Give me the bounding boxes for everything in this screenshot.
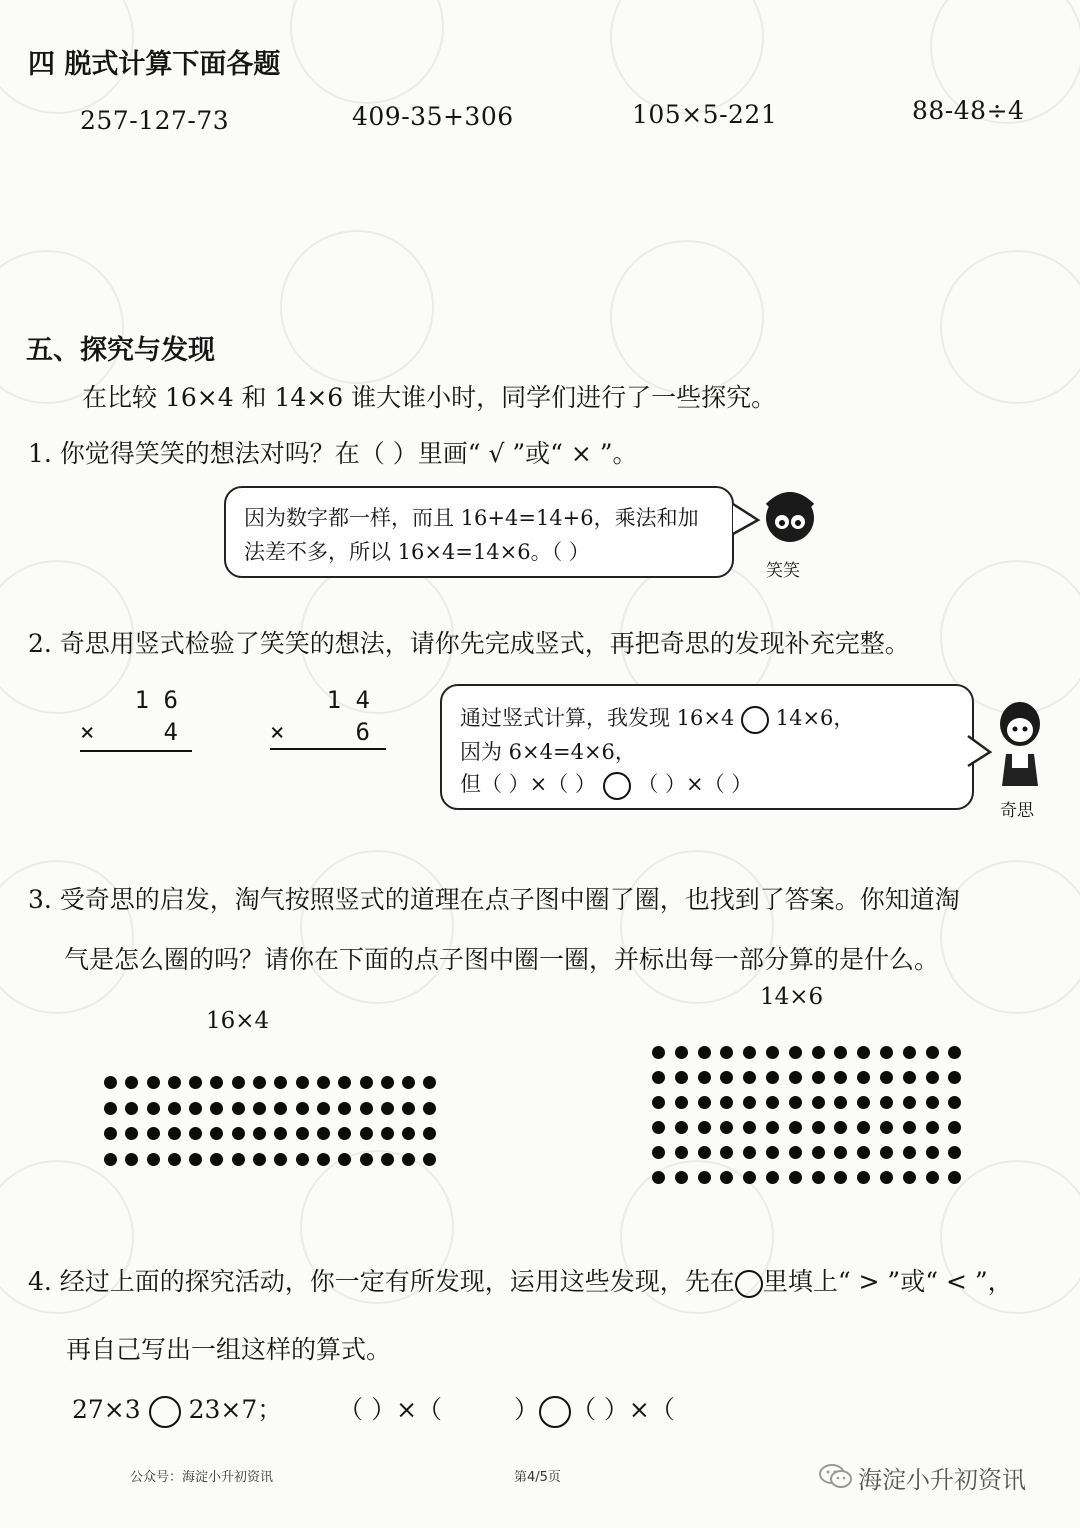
vertical1-bottom: 4 (163, 718, 178, 746)
dot (253, 1127, 266, 1140)
q1-bubble-line2: 法差不多，所以 16×4=14×6。（ ） (244, 540, 590, 564)
dot (834, 1121, 847, 1134)
dot (926, 1146, 939, 1159)
q1-speech-bubble (224, 486, 734, 578)
dot (880, 1121, 893, 1134)
dot (125, 1153, 138, 1166)
dot (232, 1076, 245, 1089)
dot (402, 1127, 415, 1140)
dot (903, 1046, 916, 1059)
vertical1-rule (80, 750, 192, 752)
q2-bubble-line1 (460, 702, 854, 734)
xiaoxiao-label: 笑笑 (766, 561, 800, 581)
q3-line1: 3. 受奇思的启发，淘气按照竖式的道理在点子图中圈了圈，也找到了答案。你知道淘 (28, 885, 960, 914)
dot (834, 1146, 847, 1159)
q2-bubble-line2: 因为 6×4=4×6， (460, 740, 636, 764)
dot (675, 1071, 688, 1084)
dot (948, 1071, 961, 1084)
dot (338, 1153, 351, 1166)
q4-blank-b[interactable]: ） (513, 1395, 539, 1424)
dot (766, 1121, 779, 1134)
vertical2-op: × (270, 718, 285, 746)
dot (812, 1096, 825, 1109)
footer-account: 公众号：海淀小升初资讯 (130, 1470, 274, 1485)
dot (210, 1102, 223, 1115)
dot (104, 1153, 117, 1166)
dot (360, 1153, 373, 1166)
dot (857, 1121, 870, 1134)
dot (948, 1121, 961, 1134)
q4-blank-a[interactable]: （ ）×（ (338, 1395, 443, 1424)
dot (766, 1071, 779, 1084)
dot (698, 1171, 711, 1184)
dot (423, 1102, 436, 1115)
q4-line1-a: 4. 经过上面的探究活动，你一定有所发现，运用这些发现，先在 (28, 1267, 735, 1296)
dot (789, 1046, 802, 1059)
dot (926, 1171, 939, 1184)
dot (720, 1046, 733, 1059)
dot (338, 1127, 351, 1140)
dot (743, 1121, 756, 1134)
dot (274, 1153, 287, 1166)
dot (880, 1071, 893, 1084)
q4-line1 (28, 1262, 1013, 1298)
compare-circle-2[interactable] (603, 772, 631, 800)
dot (743, 1071, 756, 1084)
q2-line1-a: 通过竖式计算，我发现 16×4 (460, 706, 735, 730)
dot (743, 1146, 756, 1159)
dot (147, 1102, 160, 1115)
dot (812, 1046, 825, 1059)
dot (720, 1121, 733, 1134)
qisi-avatar-icon (992, 698, 1048, 790)
dot (147, 1127, 160, 1140)
dot (903, 1121, 916, 1134)
q2-speech-bubble (440, 684, 974, 810)
dot (168, 1102, 181, 1115)
dot (903, 1071, 916, 1084)
dot (766, 1096, 779, 1109)
dot (698, 1071, 711, 1084)
dot (720, 1071, 733, 1084)
dot (834, 1046, 847, 1059)
dot (812, 1121, 825, 1134)
dot (360, 1102, 373, 1115)
dot (317, 1076, 330, 1089)
dot (189, 1076, 202, 1089)
dot (766, 1171, 779, 1184)
vertical2-bottom: 6 (355, 718, 370, 746)
q4-expr-left: 27×3 (72, 1395, 141, 1424)
dot (857, 1096, 870, 1109)
dot (834, 1171, 847, 1184)
dot (789, 1096, 802, 1109)
dot (381, 1153, 394, 1166)
q2-line1-b: 14×6， (775, 706, 855, 730)
dot (812, 1146, 825, 1159)
dot (360, 1076, 373, 1089)
dot (652, 1071, 665, 1084)
dot (789, 1146, 802, 1159)
dot (720, 1146, 733, 1159)
problem-2: 409-35+306 (352, 102, 514, 131)
dot (812, 1071, 825, 1084)
dot (296, 1127, 309, 1140)
dot (168, 1153, 181, 1166)
dot (720, 1171, 733, 1184)
dot (189, 1102, 202, 1115)
dot (926, 1096, 939, 1109)
dot (253, 1102, 266, 1115)
grid1-label: 16×4 (206, 1008, 270, 1034)
problem-4: 88-48÷4 (912, 96, 1025, 125)
dot-grid-16x4[interactable] (104, 1076, 436, 1166)
dot (232, 1102, 245, 1115)
dot (360, 1127, 373, 1140)
dot (168, 1127, 181, 1140)
dot (125, 1127, 138, 1140)
dot (698, 1046, 711, 1059)
dot (125, 1076, 138, 1089)
qisi-label: 奇思 (1000, 801, 1034, 821)
dot (834, 1096, 847, 1109)
dot (743, 1046, 756, 1059)
dot (652, 1121, 665, 1134)
dot (253, 1153, 266, 1166)
dot (381, 1076, 394, 1089)
q4-expression-row (72, 1390, 675, 1428)
dot (789, 1121, 802, 1134)
vertical2-top: 1 4 (326, 686, 370, 714)
dot (834, 1071, 847, 1084)
dot (948, 1171, 961, 1184)
dot (857, 1071, 870, 1084)
dot (743, 1171, 756, 1184)
dot (903, 1171, 916, 1184)
dot-grid-14x6[interactable] (652, 1046, 961, 1184)
dot (253, 1076, 266, 1089)
q2-text: 2. 奇思用竖式检验了笑笑的想法，请你先完成竖式，再把奇思的发现补充完整。 (28, 629, 910, 658)
dot (857, 1171, 870, 1184)
dot (274, 1127, 287, 1140)
dot (698, 1146, 711, 1159)
q1-text: 1. 你觉得笑笑的想法对吗？在（ ）里画“ √ ”或“ × ”。 (28, 439, 638, 468)
vertical-calc-2 (270, 686, 386, 756)
q3-line2: 气是怎么圈的吗？请你在下面的点子图中圈一圈，并标出每一部分算的是什么。 (64, 945, 940, 974)
dot (789, 1171, 802, 1184)
dot (926, 1046, 939, 1059)
dot (104, 1076, 117, 1089)
dot (210, 1127, 223, 1140)
dot (147, 1153, 160, 1166)
section4-title: 四 脱式计算下面各题 (28, 49, 281, 80)
q4-circle-hint-icon (735, 1270, 763, 1298)
dot (926, 1071, 939, 1084)
dot (317, 1153, 330, 1166)
dot (274, 1076, 287, 1089)
dot (903, 1096, 916, 1109)
footer-page-number: 第4/5页 (514, 1470, 561, 1485)
dot (338, 1102, 351, 1115)
dot (296, 1076, 309, 1089)
dot (296, 1102, 309, 1115)
vertical2-rule (270, 748, 386, 750)
q4-compare-circle-1[interactable] (149, 1396, 181, 1428)
dot (210, 1076, 223, 1089)
dot (317, 1102, 330, 1115)
vertical-calc-1 (80, 686, 192, 756)
dot (423, 1127, 436, 1140)
q4-blank-c[interactable]: （ ）×（ (570, 1395, 675, 1424)
dot (698, 1096, 711, 1109)
dot (402, 1153, 415, 1166)
dot (766, 1046, 779, 1059)
dot (948, 1096, 961, 1109)
dot (317, 1127, 330, 1140)
dot (948, 1146, 961, 1159)
dot (948, 1046, 961, 1059)
section5-title: 五、探究与发现 (26, 335, 215, 366)
dot (675, 1171, 688, 1184)
compare-circle-1[interactable] (741, 706, 769, 734)
dot (423, 1153, 436, 1166)
problem-3: 105×5-221 (632, 100, 778, 129)
q4-line1-b: 里填上“ > ”或“ < ”， (762, 1267, 1013, 1296)
q2-bubble-line3 (460, 768, 752, 800)
dot (857, 1146, 870, 1159)
dot (880, 1046, 893, 1059)
dot (189, 1153, 202, 1166)
dot (766, 1146, 779, 1159)
grid2-label: 14×6 (760, 984, 824, 1010)
dot (652, 1096, 665, 1109)
xiaoxiao-avatar-icon (758, 488, 822, 552)
dot (698, 1121, 711, 1134)
dot (926, 1121, 939, 1134)
dot (675, 1146, 688, 1159)
dot (903, 1146, 916, 1159)
problem-1: 257-127-73 (80, 106, 230, 135)
q2-line3-a: 但（ ）×（ ） (460, 772, 596, 796)
dot (210, 1153, 223, 1166)
dot (880, 1146, 893, 1159)
dot (232, 1127, 245, 1140)
vertical1-top: 1 6 (134, 686, 178, 714)
dot (168, 1076, 181, 1089)
q1-bubble-line1: 因为数字都一样，而且 16+4=14+6，乘法和加 (244, 506, 699, 530)
dot (675, 1096, 688, 1109)
dot (402, 1076, 415, 1089)
dot (857, 1046, 870, 1059)
q4-expr-right: 23×7； (188, 1395, 283, 1424)
dot (104, 1127, 117, 1140)
section5-intro: 在比较 16×4 和 14×6 谁大谁小时，同学们进行了一些探究。 (82, 383, 777, 412)
dot (652, 1046, 665, 1059)
dot (423, 1076, 436, 1089)
dot (675, 1046, 688, 1059)
dot (812, 1171, 825, 1184)
q4-compare-circle-2[interactable] (539, 1396, 571, 1428)
dot (652, 1171, 665, 1184)
vertical1-op: × (80, 718, 95, 746)
dot (381, 1127, 394, 1140)
dot (274, 1102, 287, 1115)
dot (880, 1171, 893, 1184)
dot (789, 1071, 802, 1084)
dot (104, 1102, 117, 1115)
dot (381, 1102, 394, 1115)
dot (232, 1153, 245, 1166)
dot (147, 1076, 160, 1089)
dot (125, 1102, 138, 1115)
footer-brand: 海淀小升初资讯 (858, 1466, 1026, 1494)
dot (652, 1146, 665, 1159)
dot (296, 1153, 309, 1166)
q2-bubble-tail (966, 734, 994, 770)
dot (743, 1096, 756, 1109)
q2-line3-b: （ ）×（ ） (637, 772, 753, 796)
wechat-icon (818, 1462, 854, 1490)
dot (189, 1127, 202, 1140)
q4-line2: 再自己写出一组这样的算式。 (66, 1335, 392, 1364)
dot (720, 1096, 733, 1109)
dot (402, 1102, 415, 1115)
dot (675, 1121, 688, 1134)
dot (338, 1076, 351, 1089)
dot (880, 1096, 893, 1109)
